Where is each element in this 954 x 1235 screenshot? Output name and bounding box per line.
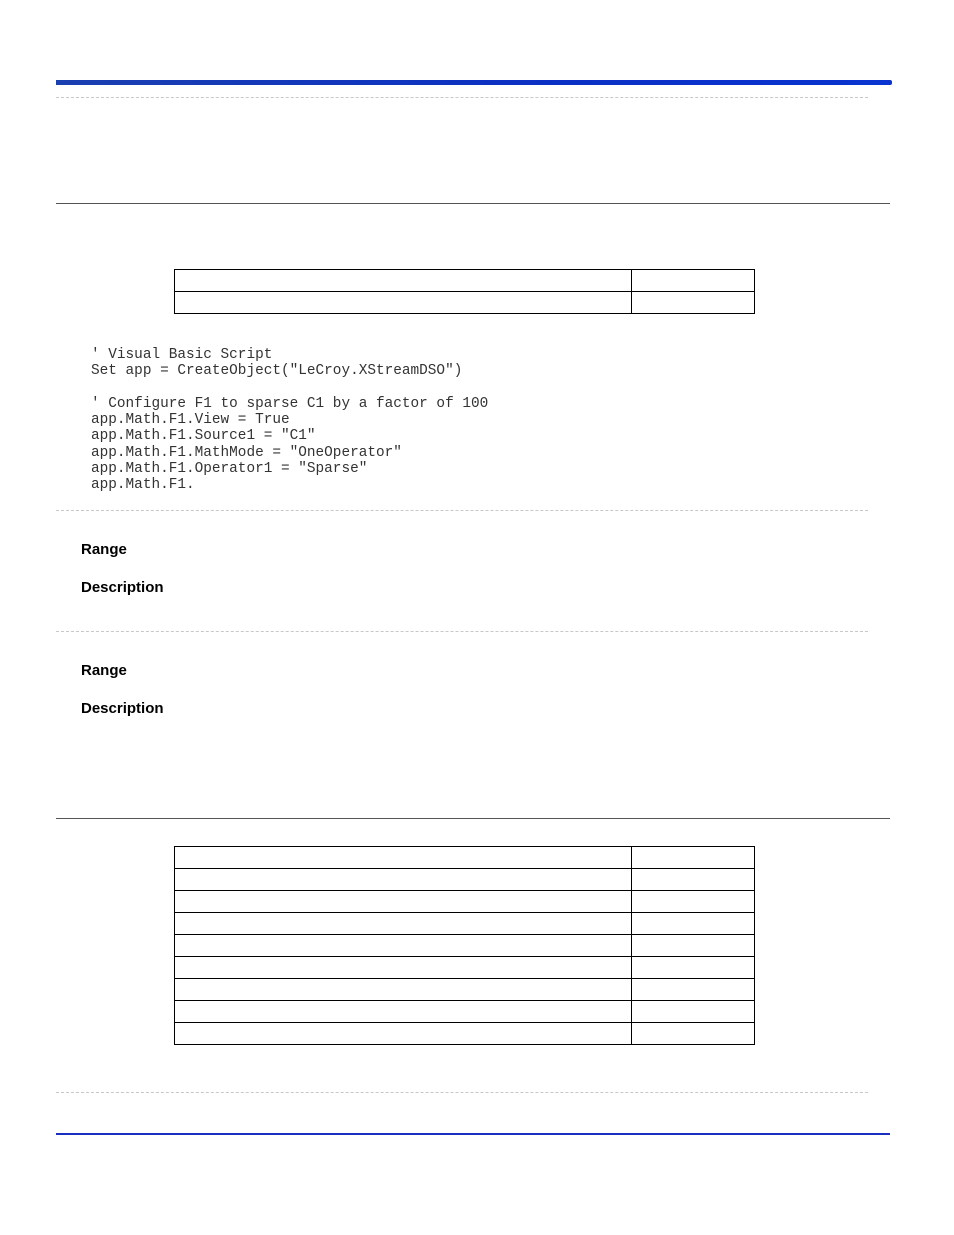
table-cell	[175, 935, 632, 957]
range-heading: Range	[81, 541, 127, 558]
code-line: app.Math.F1.Source1 = "C1"	[91, 428, 316, 445]
table-row	[175, 270, 755, 292]
table-cell	[632, 1023, 755, 1045]
table-row	[175, 913, 755, 935]
table-row	[175, 935, 755, 957]
description-heading: Description	[81, 579, 164, 596]
table-cell	[632, 891, 755, 913]
table-row	[175, 957, 755, 979]
code-line: ' Configure F1 to sparse C1 by a factor of 100	[91, 395, 489, 412]
table-cell	[632, 292, 755, 314]
table-cell	[175, 869, 632, 891]
table-cell	[632, 1001, 755, 1023]
table-cell	[632, 935, 755, 957]
code-line: app.Math.F1.Operator1 = "Sparse"	[91, 461, 368, 478]
dashed-separator	[56, 97, 868, 98]
dashed-separator	[56, 510, 868, 511]
dashed-separator	[56, 631, 868, 632]
table-cell	[632, 869, 755, 891]
footer-bar	[56, 1133, 890, 1135]
header-bar	[56, 80, 892, 85]
table-cell	[175, 292, 632, 314]
table-row	[175, 292, 755, 314]
section-rule	[56, 203, 890, 204]
table-row	[175, 1023, 755, 1045]
table-cell	[175, 1023, 632, 1045]
code-line: ' Visual Basic Script	[91, 347, 273, 363]
table-row	[175, 869, 755, 891]
table-cell	[632, 913, 755, 935]
table-cell	[175, 270, 632, 292]
table-cell	[632, 979, 755, 1001]
code-line	[91, 380, 488, 396]
section-rule	[56, 818, 890, 819]
table-cell	[175, 847, 632, 869]
table-cell	[175, 979, 632, 1001]
code-line: app.Math.F1.	[91, 477, 195, 494]
dashed-separator	[56, 1092, 868, 1093]
table-cell	[632, 270, 755, 292]
table-row	[175, 847, 755, 869]
table-cell	[175, 1001, 632, 1023]
table-row	[175, 979, 755, 1001]
code-line: Set app = CreateObject("LeCroy.XStreamDSO")	[91, 363, 463, 380]
properties-table-2	[174, 846, 755, 1045]
properties-table-1	[174, 269, 755, 314]
code-example	[91, 347, 488, 494]
range-heading: Range	[81, 662, 127, 679]
table-cell	[632, 847, 755, 869]
code-line: app.Math.F1.MathMode = "OneOperator"	[91, 444, 402, 461]
code-line: app.Math.F1.View = True	[91, 412, 290, 429]
table-cell	[632, 957, 755, 979]
table-row	[175, 891, 755, 913]
table-row	[175, 1001, 755, 1023]
table-cell	[175, 913, 632, 935]
description-heading: Description	[81, 700, 164, 717]
table-cell	[175, 957, 632, 979]
table-cell	[175, 891, 632, 913]
